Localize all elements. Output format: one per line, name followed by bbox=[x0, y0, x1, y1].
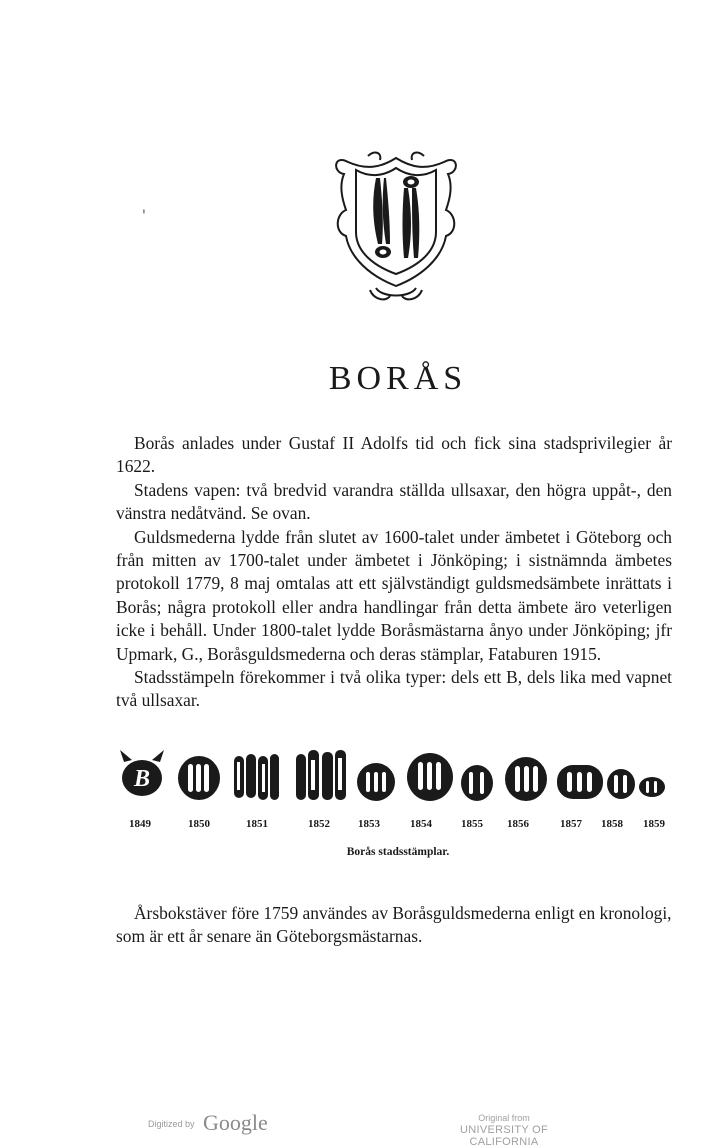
stamp-1850-icon bbox=[176, 754, 222, 802]
stamp-year: 1857 bbox=[560, 818, 582, 830]
stamp-year: 1856 bbox=[507, 818, 529, 830]
stamp-1854-icon bbox=[406, 752, 454, 802]
stray-mark: ' bbox=[142, 208, 146, 224]
stamp-year: 1853 bbox=[358, 818, 380, 830]
digitized-by-google-watermark bbox=[148, 1110, 268, 1136]
stamp-year: 1859 bbox=[643, 818, 665, 830]
stamp-year: 1852 bbox=[308, 818, 330, 830]
stamp-caption: Borås stadsstämplar. bbox=[346, 846, 450, 858]
paragraph-stamp-types: Stadsstämpeln förekommer i två olika typer: dels ett B, dels lika med vapnet två ullsaxar. bbox=[116, 667, 672, 711]
stamp-year: 1850 bbox=[188, 818, 210, 830]
stamp-year: 1854 bbox=[410, 818, 432, 830]
stamp-1853-icon bbox=[356, 762, 396, 802]
google-logo: Google bbox=[202, 1110, 268, 1135]
stamp-1859-icon bbox=[638, 776, 666, 798]
stamp-1857-icon bbox=[556, 764, 604, 800]
paragraph-year-letters: Årsbokstäver före 1759 användes av Boråsguldsmederna enligt en kronologi, som är ett år senare än Göteborgsmästarnas. bbox=[116, 903, 672, 947]
original-from-label: Original from bbox=[478, 1113, 530, 1123]
stamp-years-row bbox=[0, 818, 716, 834]
stamp-1855-icon bbox=[460, 764, 494, 802]
paragraph-founding: Borås anlades under Gustaf II Adolfs tid och fick sina stadsprivilegier år 1622. bbox=[116, 433, 672, 477]
stamp-year: 1855 bbox=[461, 818, 483, 830]
body-text bbox=[116, 432, 672, 713]
coat-of-arms-crest bbox=[330, 148, 462, 304]
town-stamp-row bbox=[116, 748, 676, 810]
stamp-1852-icon bbox=[294, 748, 348, 804]
stamp-1849-icon bbox=[118, 748, 166, 800]
svg-text:B: B bbox=[133, 766, 151, 792]
stamp-1851-icon bbox=[232, 752, 280, 804]
original-from-watermark bbox=[430, 1112, 578, 1148]
stamp-year: 1849 bbox=[129, 818, 151, 830]
stamp-1856-icon bbox=[504, 756, 548, 802]
closing-text bbox=[116, 902, 676, 949]
paragraph-arms: Stadens vapen: två bredvid varandra ställda ullsaxar, den högra uppåt-, den vänstra nedåtvänd. Se ovan. bbox=[116, 479, 672, 524]
paragraph-guild: Guldsmederna lydde från slutet av 1600-talet under ämbetet i Göteborg och från mitten av 1700-talet under ämbetet i Jönköping; i sistnämnda ämbetes protokoll 1779, 8 maj omtalas att ett självständigt guldsmedsämbete inrättats i Borås; några protokoll eller andra handlingar från detta ämbete äro veterligen icke i behåll. Under 1800-talet lydde Boråsmästarna ånyo under Jönköping; jfr Upmark, G., Boråsguldsmederna och deras stämplar, Fataburen 1915. bbox=[116, 526, 672, 664]
digitized-by-label: Digitized by bbox=[148, 1119, 195, 1129]
stamp-1858-icon bbox=[606, 768, 636, 800]
page-title: BORÅS bbox=[328, 360, 468, 397]
stamp-year: 1858 bbox=[601, 818, 623, 830]
stamp-year: 1851 bbox=[246, 818, 268, 830]
institution-label: UNIVERSITY OF CALIFORNIA bbox=[459, 1124, 549, 1148]
